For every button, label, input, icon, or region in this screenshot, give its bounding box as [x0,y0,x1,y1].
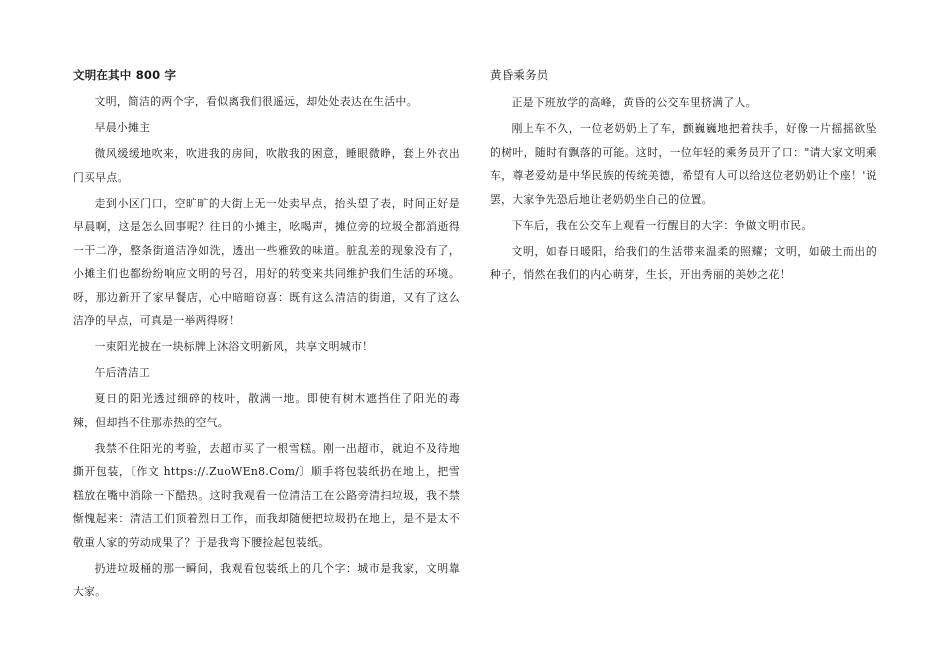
paragraph: 正是下班放学的高峰，黄昏的公交车里挤满了人。 [511,96,757,109]
paragraph: 文明，简洁的两个字，看似离我们很遥远，却处处表达在生活中。 [94,95,418,108]
section-heading: 早晨小摊主 [94,121,151,134]
paragraph: 我禁不住阳光的考验，去超市买了一根雪糕。刚一出超市，就迫不及待地撕开包装，〔作文 https://.ZuoWEn8.Com/〕顺手将包装纸扔在地上，把雪糕放在嘴中消除一下酷热。这时我观看一位清洁工在公路旁清扫垃圾，我不禁惭愧起来：清洁工们顶着烈日工作，而我却随便把垃圾扔在地上，是不是太不敬重人家的劳动成果了？于是我弯下腰捡起包装纸。 [73,441,460,549]
section-heading: 午后清洁工 [94,366,151,379]
paragraph: 文明，如春日暖阳，给我们的生活带来温柔的照耀；文明，如破土而出的种子，悄然在我们的内心萌芽，生长，开出秀丽的美妙之花！ [490,244,877,281]
left-column [73,66,460,606]
paragraph: 夏日的阳光透过细碎的枝叶，散满一地。即使有树木遮挡住了阳光的毒辣，但却挡不住那赤热的空气。 [73,392,460,429]
section-heading: 黄昏乘务员 [490,68,549,82]
right-column [490,66,877,289]
paragraph: 刚上车不久，一位老奶奶上了车，颤巍巍地把着扶手，好像一片摇摇欲坠的树叶，随时有飘落的可能。这时，一位年轻的乘务员开了口："请大家文明乘车，尊老爱幼是中华民族的传统美德，希望有人可以给这位老奶奶让个座！'说罢，大家争先恐后地让老奶奶坐自己的位置。 [490,122,877,206]
paragraph: 扔进垃圾桶的那一瞬间，我观看包装纸上的几个字：城市是我家，文明靠大家。 [73,561,460,598]
paragraph: 走到小区门口，空旷旷的大街上无一处卖早点，抬头望了表，时间正好是早晨啊，这是怎么回事呢？往日的小摊主，吆喝声，摊位旁的垃圾全都消逝得一干二净，整条街道洁净如洗，透出一些雅致的味道。脏乱差的现象没有了，小摊主们也都纷纷响应文明的号召，用好的转变来共同维护我们生活的环境。呀，那边新开了家早餐店，心中暗暗窃喜：既有这么清洁的街道，又有了这么洁净的早点，可真是一举两得呀！ [73,196,460,327]
paragraph: 微风缓缓地吹来，吹进我的房间，吹散我的困意，睡眼微睁，套上外衣出门买早点。 [73,147,460,184]
paragraph: 一束阳光披在一块标牌上沐浴文明新风，共享文明城市！ [94,340,374,353]
article-title: 文明在其中 800 字 [73,68,177,82]
paragraph: 下车后，我在公交车上观看一行醒目的大字：争做文明市民。 [511,218,813,232]
